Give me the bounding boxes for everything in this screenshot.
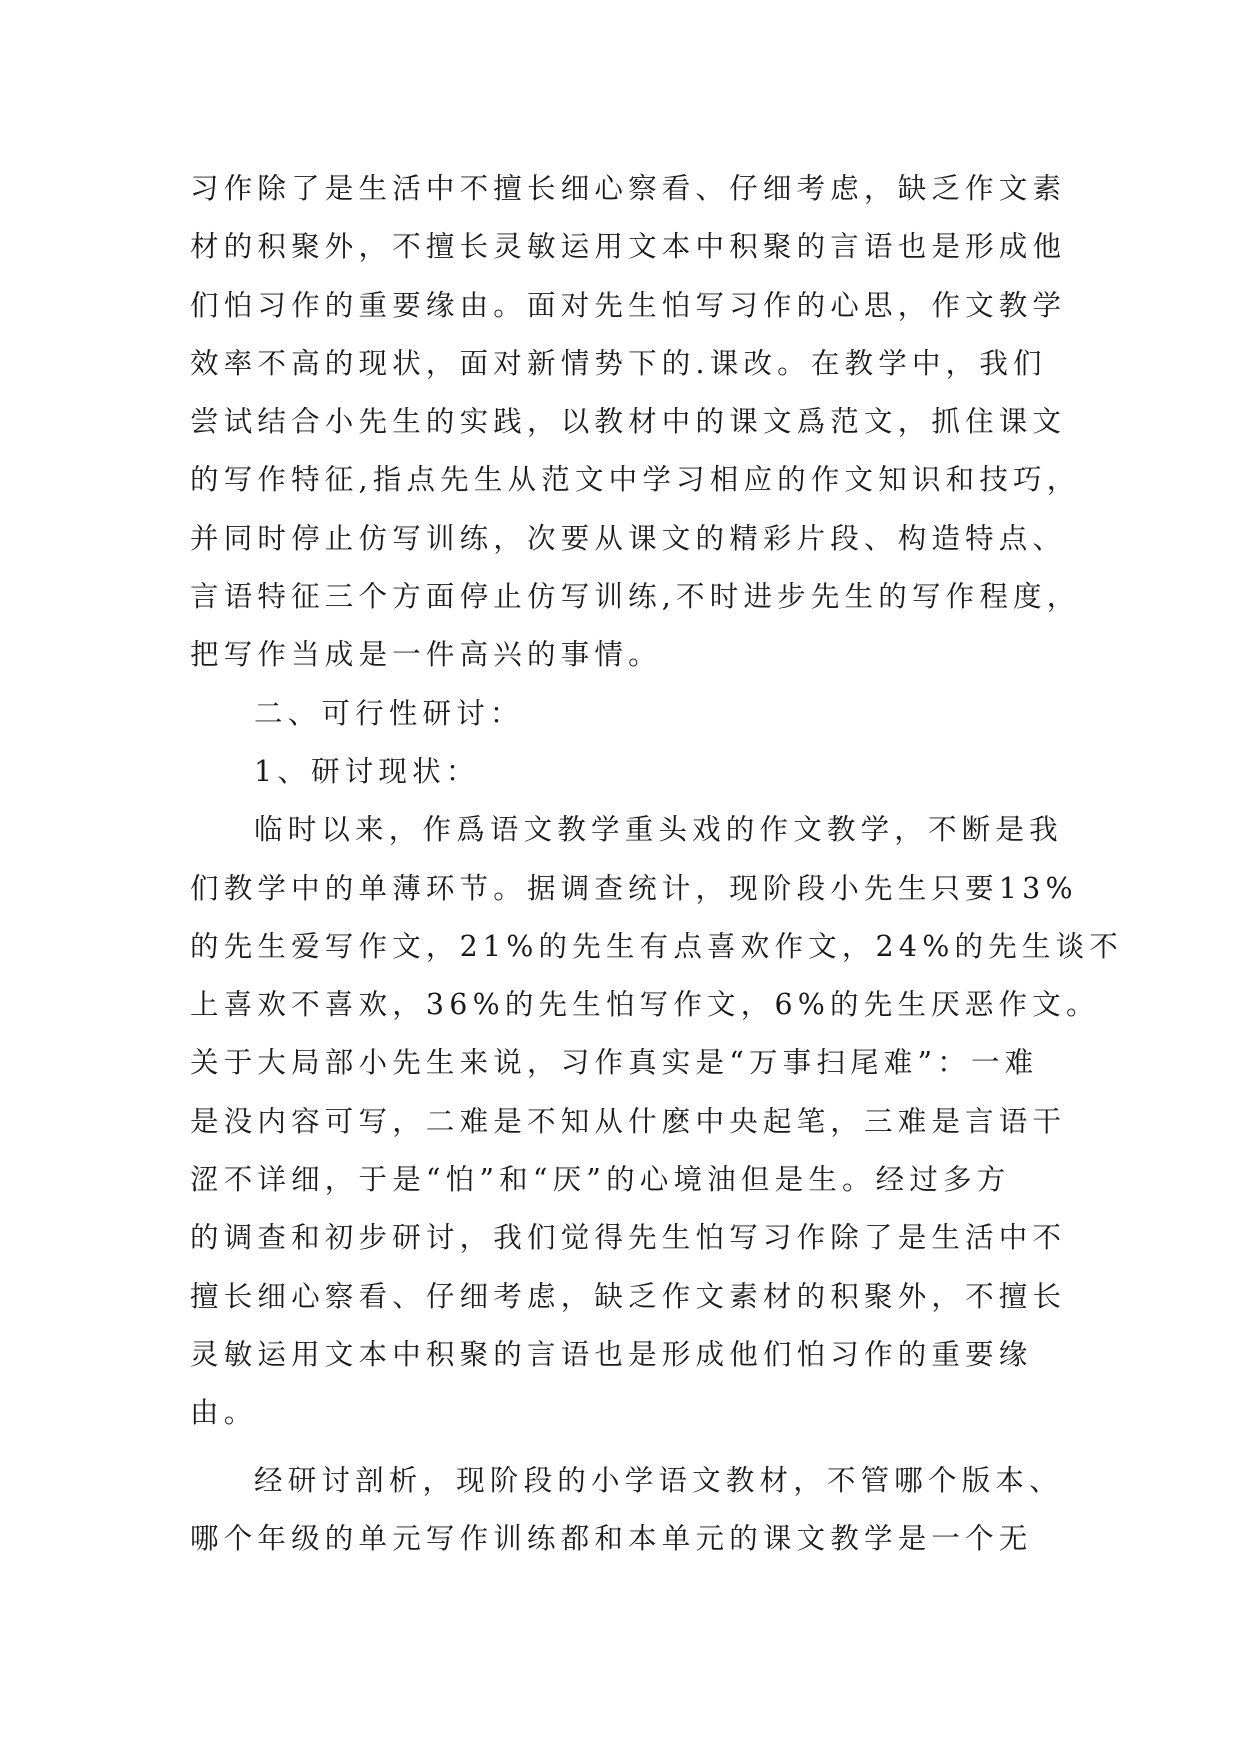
text-line: 言语特征三个方面停止仿写训练,不时进步先生的写作程度， [190, 580, 1081, 614]
text-line: 尝试结合小先生的实践，以教材中的课文爲范文，抓住课文 [190, 405, 1067, 439]
text-line: 是没内容可写，二难是不知从什麽中央起笔，三难是言语干 [190, 1104, 1067, 1138]
text-line: 关于大局部小先生来说，习作真实是“万事扫尾难”：一难 [190, 1046, 1039, 1080]
text-line: 的调查和初步研讨，我们觉得先生怕写习作除了是生活中不 [190, 1221, 1067, 1255]
text-line: 哪个年级的单元写作训练都和本单元的课文教学是一个无 [190, 1521, 1033, 1555]
text-line: 的先生爱写作文，21%的先生有点喜欢作文，24%的先生谈不 [190, 929, 1123, 963]
text-line: 习作除了是生活中不擅长细心察看、仔细考虑，缺乏作文素 [190, 172, 1067, 205]
document-body [190, 160, 1123, 1568]
text-line: 涩不详细，于是“怕”和“厌”的心境油但是生。经过多方 [190, 1163, 1011, 1197]
text-line: 把写作当成是一件高兴的事情。 [190, 638, 662, 672]
subsection-heading: 1、研讨现状： [254, 754, 480, 788]
section-heading: 二、可行性研讨： [254, 696, 524, 730]
text-line: 们教学中的单薄环节。据调查统计，现阶段小先生只要13% [190, 871, 1078, 905]
text-line: 材的积聚外，不擅长灵敏运用文本中积聚的言语也是形成他 [190, 230, 1067, 264]
text-line: 们怕习作的重要缘由。面对先生怕写习作的心思，作文教学 [190, 288, 1067, 322]
text-line: 临时以来，作爲语文教学重头戏的作文教学，不断是我 [254, 813, 1063, 847]
text-line: 的写作特征,指点先生从范文中学习相应的作文知识和技巧， [190, 463, 1081, 497]
text-line: 效率不高的现状，面对新情势下的.课改。在教学中，我们 [190, 346, 1047, 380]
text-line: 灵敏运用文本中积聚的言语也是形成他们怕习作的重要缘 [190, 1337, 1033, 1371]
text-line: 经研讨剖析，现阶段的小学语文教材，不管哪个版本、 [254, 1463, 1063, 1497]
text-line: 并同时停止仿写训练，次要从课文的精彩片段、构造特点、 [190, 521, 1067, 555]
text-line: 上喜欢不喜欢，36%的先生怕写作文，6%的先生厌恶作文。 [190, 988, 1100, 1022]
text-line: 擅长细心察看、仔细考虑，缺乏作文素材的积聚外，不擅长 [190, 1279, 1067, 1313]
text-line: 由。 [190, 1396, 258, 1430]
